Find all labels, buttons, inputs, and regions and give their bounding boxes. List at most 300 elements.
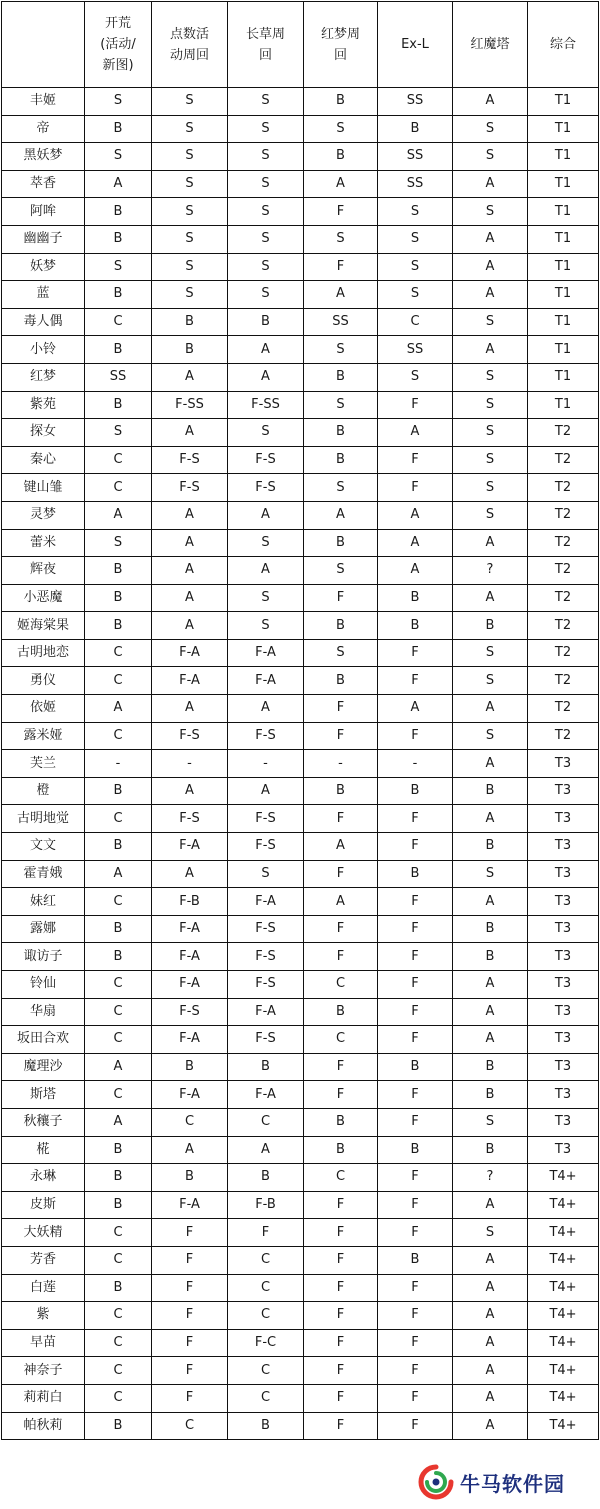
rating-cell: F [378, 446, 453, 474]
overall-tier-cell: T4+ [528, 1302, 599, 1330]
overall-tier-cell: T3 [528, 888, 599, 916]
rating-cell: F [378, 722, 453, 750]
character-name-cell: 魔理沙 [2, 1053, 85, 1081]
table-row [2, 1357, 599, 1385]
rating-cell: A [453, 529, 528, 557]
overall-tier-cell: T4+ [528, 1384, 599, 1412]
rating-cell: B [85, 557, 152, 585]
rating-cell: B [85, 833, 152, 861]
rating-cell: A [453, 1246, 528, 1274]
table-row [2, 1274, 599, 1302]
rating-cell: S [453, 143, 528, 171]
rating-cell: S [378, 363, 453, 391]
rating-cell: F [304, 1191, 378, 1219]
overall-tier-cell: T1 [528, 225, 599, 253]
rating-cell: F-S [228, 474, 304, 502]
table-row [2, 1053, 599, 1081]
overall-tier-cell: T1 [528, 253, 599, 281]
character-name-cell: 皮斯 [2, 1191, 85, 1219]
rating-cell: A [453, 750, 528, 778]
rating-cell: S [228, 612, 304, 640]
rating-cell: SS [85, 363, 152, 391]
rating-cell: B [85, 391, 152, 419]
overall-tier-cell: T4+ [528, 1329, 599, 1357]
rating-cell: S [304, 474, 378, 502]
character-name-cell: 萃香 [2, 170, 85, 198]
table-row [2, 1219, 599, 1247]
rating-cell: F-SS [152, 391, 228, 419]
rating-cell: A [453, 225, 528, 253]
header-line: 点数活 [169, 26, 209, 42]
rating-cell: F [378, 474, 453, 502]
rating-cell: C [85, 474, 152, 502]
rating-cell: - [152, 750, 228, 778]
character-name-cell: 紫苑 [2, 391, 85, 419]
watermark-text: 牛马软件园 [460, 1471, 565, 1496]
rating-cell: A [453, 805, 528, 833]
table-row [2, 1191, 599, 1219]
rating-cell: A [152, 363, 228, 391]
rating-cell: A [152, 695, 228, 723]
table-row [2, 419, 599, 447]
rating-cell: F-A [152, 1026, 228, 1054]
rating-cell: S [378, 281, 453, 309]
header-line: 回 [333, 47, 347, 63]
rating-cell: C [228, 1108, 304, 1136]
rating-cell: B [304, 612, 378, 640]
rating-cell: F [378, 1191, 453, 1219]
character-name-cell: 永琳 [2, 1164, 85, 1192]
character-name-cell: 阿哞 [2, 198, 85, 226]
rating-cell: A [453, 584, 528, 612]
rating-cell: S [152, 225, 228, 253]
overall-tier-cell: T3 [528, 860, 599, 888]
rating-cell: F [152, 1246, 228, 1274]
logo-swirl-icon [418, 1464, 454, 1500]
rating-cell: F-A [228, 888, 304, 916]
overall-tier-cell: T1 [528, 281, 599, 309]
rating-cell: A [85, 1108, 152, 1136]
rating-cell: B [85, 115, 152, 143]
rating-cell: B [85, 1412, 152, 1440]
rating-cell: F [152, 1384, 228, 1412]
rating-cell: C [304, 1026, 378, 1054]
rating-cell: S [85, 529, 152, 557]
rating-cell: SS [378, 143, 453, 171]
rating-cell: B [85, 1191, 152, 1219]
overall-tier-cell: T2 [528, 584, 599, 612]
rating-cell: B [228, 1164, 304, 1192]
table-row [2, 143, 599, 171]
rating-cell: F-S [152, 474, 228, 502]
rating-cell: C [85, 1219, 152, 1247]
overall-tier-cell: T1 [528, 308, 599, 336]
rating-cell: F [304, 1081, 378, 1109]
rating-cell: A [453, 253, 528, 281]
character-name-cell: 莉莉白 [2, 1384, 85, 1412]
header-line: (活动/ [100, 37, 136, 52]
rating-cell: B [85, 198, 152, 226]
table-row [2, 308, 599, 336]
rating-cell: S [304, 391, 378, 419]
rating-cell: C [85, 998, 152, 1026]
overall-tier-cell: T1 [528, 115, 599, 143]
rating-cell: A [228, 336, 304, 364]
rating-cell: F-B [228, 1191, 304, 1219]
rating-cell: B [304, 1136, 378, 1164]
rating-cell: F-SS [228, 391, 304, 419]
rating-cell: A [453, 1384, 528, 1412]
overall-tier-cell: T1 [528, 363, 599, 391]
rating-cell: F [378, 943, 453, 971]
character-name-cell: 大妖精 [2, 1219, 85, 1247]
rating-cell: S [453, 198, 528, 226]
table-row [2, 253, 599, 281]
character-name-cell: 红梦 [2, 363, 85, 391]
character-name-cell: 华扇 [2, 998, 85, 1026]
rating-cell: F [378, 1329, 453, 1357]
overall-tier-cell: T1 [528, 336, 599, 364]
rating-cell: A [85, 860, 152, 888]
rating-cell: A [228, 557, 304, 585]
rating-cell: S [152, 115, 228, 143]
character-name-cell: 小恶魔 [2, 584, 85, 612]
overall-tier-cell: T2 [528, 722, 599, 750]
header-line: 动周回 [169, 47, 209, 63]
rating-cell: C [304, 971, 378, 999]
rating-cell: F [378, 1357, 453, 1385]
overall-tier-cell: T3 [528, 943, 599, 971]
overall-tier-cell: T1 [528, 391, 599, 419]
overall-tier-cell: T4+ [528, 1191, 599, 1219]
rating-cell: F-S [228, 971, 304, 999]
rating-cell: S [85, 253, 152, 281]
rating-cell: C [85, 1246, 152, 1274]
rating-cell: C [228, 1357, 304, 1385]
table-row [2, 170, 599, 198]
table-row [2, 281, 599, 309]
rating-cell: S [453, 419, 528, 447]
character-name-cell: 妖梦 [2, 253, 85, 281]
table-body [2, 88, 599, 1440]
rating-cell: F [378, 998, 453, 1026]
header-cell [453, 2, 528, 88]
character-name-cell: 椛 [2, 1136, 85, 1164]
rating-cell: F [378, 1274, 453, 1302]
table-row [2, 1081, 599, 1109]
rating-cell: C [85, 971, 152, 999]
rating-cell: S [152, 88, 228, 116]
rating-cell: A [304, 281, 378, 309]
overall-tier-cell: T2 [528, 419, 599, 447]
header-cell [304, 2, 378, 88]
rating-cell: B [152, 336, 228, 364]
rating-cell: S [228, 170, 304, 198]
character-name-cell: 依姬 [2, 695, 85, 723]
rating-cell: F [378, 1026, 453, 1054]
rating-cell: C [85, 805, 152, 833]
character-name-cell: 幽幽子 [2, 225, 85, 253]
rating-cell: F-A [152, 1081, 228, 1109]
rating-cell: B [85, 336, 152, 364]
table-row [2, 1246, 599, 1274]
overall-tier-cell: T3 [528, 777, 599, 805]
rating-cell: F [378, 1219, 453, 1247]
rating-cell: B [85, 915, 152, 943]
table-row [2, 88, 599, 116]
character-name-cell: 紫 [2, 1302, 85, 1330]
table-row [2, 1329, 599, 1357]
character-name-cell: 神奈子 [2, 1357, 85, 1385]
rating-cell: SS [378, 170, 453, 198]
character-name-cell: 芳香 [2, 1246, 85, 1274]
rating-cell: C [85, 1081, 152, 1109]
header-line: 回 [258, 47, 272, 63]
rating-cell: B [228, 308, 304, 336]
rating-cell: F-A [152, 943, 228, 971]
rating-cell: S [453, 1108, 528, 1136]
rating-cell: C [152, 1108, 228, 1136]
rating-cell: A [85, 170, 152, 198]
character-name-cell: 早苗 [2, 1329, 85, 1357]
rating-cell: F-S [152, 805, 228, 833]
rating-cell: F [304, 253, 378, 281]
character-name-cell: 坂田合欢 [2, 1026, 85, 1054]
rating-cell: F-S [228, 722, 304, 750]
rating-cell: ? [453, 557, 528, 585]
rating-cell: F-A [152, 1191, 228, 1219]
table-row [2, 943, 599, 971]
rating-cell: S [453, 115, 528, 143]
character-name-cell: 探女 [2, 419, 85, 447]
rating-cell: - [228, 750, 304, 778]
rating-cell: A [453, 170, 528, 198]
character-name-cell: 露米娅 [2, 722, 85, 750]
overall-tier-cell: T3 [528, 1026, 599, 1054]
rating-cell: S [228, 860, 304, 888]
overall-tier-cell: T3 [528, 1081, 599, 1109]
header-line: Ex-L [401, 37, 429, 52]
rating-cell: F-A [228, 667, 304, 695]
rating-cell: F [304, 805, 378, 833]
rating-cell: A [152, 1136, 228, 1164]
character-name-cell: 键山雏 [2, 474, 85, 502]
table-row [2, 474, 599, 502]
character-name-cell: 蓝 [2, 281, 85, 309]
rating-cell: F-C [228, 1329, 304, 1357]
rating-cell: S [228, 253, 304, 281]
rating-cell: B [453, 1081, 528, 1109]
rating-cell: B [304, 529, 378, 557]
rating-cell: C [228, 1246, 304, 1274]
rating-cell: A [453, 888, 528, 916]
rating-cell: F-A [152, 833, 228, 861]
rating-cell: ? [453, 1164, 528, 1192]
rating-cell: F [304, 1384, 378, 1412]
rating-cell: S [453, 391, 528, 419]
rating-cell: SS [378, 88, 453, 116]
table-row [2, 805, 599, 833]
rating-cell: C [85, 888, 152, 916]
overall-tier-cell: T3 [528, 915, 599, 943]
table-row [2, 501, 599, 529]
rating-cell: S [152, 281, 228, 309]
rating-cell: F [304, 1246, 378, 1274]
rating-cell: F [304, 1053, 378, 1081]
rating-cell: B [304, 777, 378, 805]
character-name-cell: 芙兰 [2, 750, 85, 778]
rating-cell: A [453, 281, 528, 309]
rating-cell: A [453, 1412, 528, 1440]
rating-cell: F [152, 1274, 228, 1302]
table-row [2, 336, 599, 364]
rating-cell: A [378, 557, 453, 585]
rating-cell: A [152, 557, 228, 585]
rating-cell: S [378, 198, 453, 226]
rating-cell: A [228, 363, 304, 391]
rating-cell: S [152, 170, 228, 198]
rating-cell: S [85, 88, 152, 116]
rating-cell: S [453, 722, 528, 750]
rating-cell: F-S [228, 943, 304, 971]
rating-cell: F-S [228, 1026, 304, 1054]
rating-cell: F-A [152, 971, 228, 999]
table-row [2, 639, 599, 667]
rating-cell: S [453, 860, 528, 888]
rating-cell: B [378, 1136, 453, 1164]
rating-cell: A [228, 501, 304, 529]
rating-cell: F [378, 1081, 453, 1109]
rating-cell: S [453, 363, 528, 391]
table-row [2, 1302, 599, 1330]
rating-cell: S [453, 474, 528, 502]
rating-cell: F [304, 1357, 378, 1385]
rating-cell: F-S [228, 446, 304, 474]
rating-cell: B [378, 1246, 453, 1274]
rating-cell: B [85, 1136, 152, 1164]
rating-cell: F-S [152, 446, 228, 474]
table-row [2, 1026, 599, 1054]
rating-cell: A [378, 501, 453, 529]
table-row [2, 971, 599, 999]
header-cell [228, 2, 304, 88]
rating-cell: F [304, 860, 378, 888]
rating-cell: A [453, 1274, 528, 1302]
rating-cell: S [228, 419, 304, 447]
rating-cell: A [453, 695, 528, 723]
rating-cell: A [453, 971, 528, 999]
character-name-cell: 诹访子 [2, 943, 85, 971]
rating-cell: S [152, 143, 228, 171]
rating-cell: F [152, 1329, 228, 1357]
rating-cell: F [304, 943, 378, 971]
rating-cell: A [304, 888, 378, 916]
overall-tier-cell: T3 [528, 805, 599, 833]
rating-cell: SS [378, 336, 453, 364]
character-name-cell: 铃仙 [2, 971, 85, 999]
table-row [2, 1164, 599, 1192]
rating-cell: S [304, 115, 378, 143]
character-name-cell: 橙 [2, 777, 85, 805]
rating-cell: F [152, 1302, 228, 1330]
character-name-cell: 蕾米 [2, 529, 85, 557]
overall-tier-cell: T4+ [528, 1164, 599, 1192]
rating-cell: S [378, 253, 453, 281]
rating-cell: S [152, 253, 228, 281]
table-row [2, 667, 599, 695]
rating-cell: F [304, 1302, 378, 1330]
rating-cell: B [304, 419, 378, 447]
rating-cell: B [85, 612, 152, 640]
rating-cell: C [85, 446, 152, 474]
rating-cell: S [453, 308, 528, 336]
rating-cell: F-A [152, 639, 228, 667]
overall-tier-cell: T2 [528, 501, 599, 529]
overall-tier-cell: T3 [528, 998, 599, 1026]
table-row [2, 1384, 599, 1412]
rating-cell: A [152, 584, 228, 612]
overall-tier-cell: T1 [528, 143, 599, 171]
character-name-cell: 勇仪 [2, 667, 85, 695]
rating-cell: S [85, 143, 152, 171]
overall-tier-cell: T3 [528, 971, 599, 999]
rating-cell: A [453, 336, 528, 364]
rating-cell: B [453, 1136, 528, 1164]
rating-cell: B [228, 1053, 304, 1081]
rating-cell: F-S [228, 833, 304, 861]
rating-cell: - [304, 750, 378, 778]
character-name-cell: 古明地恋 [2, 639, 85, 667]
rating-cell: S [453, 667, 528, 695]
rating-cell: S [453, 446, 528, 474]
rating-cell: B [85, 584, 152, 612]
rating-cell: SS [304, 308, 378, 336]
rating-cell: A [378, 695, 453, 723]
rating-cell: B [453, 833, 528, 861]
overall-tier-cell: T2 [528, 612, 599, 640]
table-row [2, 750, 599, 778]
rating-cell: A [453, 1302, 528, 1330]
rating-cell: F [378, 1164, 453, 1192]
rating-cell: S [453, 501, 528, 529]
table-row [2, 225, 599, 253]
rating-cell: A [152, 777, 228, 805]
header-cell-name [2, 2, 85, 88]
character-name-cell: 黑妖梦 [2, 143, 85, 171]
rating-cell: F [304, 584, 378, 612]
rating-cell: S [85, 419, 152, 447]
table-row [2, 915, 599, 943]
rating-cell: C [378, 308, 453, 336]
watermark [418, 1462, 565, 1502]
rating-cell: C [85, 1302, 152, 1330]
overall-tier-cell: T4+ [528, 1246, 599, 1274]
character-name-cell: 霍青娥 [2, 860, 85, 888]
overall-tier-cell: T3 [528, 833, 599, 861]
rating-cell: F-A [228, 1081, 304, 1109]
table-row [2, 722, 599, 750]
rating-cell: A [152, 419, 228, 447]
overall-tier-cell: T2 [528, 557, 599, 585]
rating-cell: F [378, 915, 453, 943]
rating-cell: B [304, 1108, 378, 1136]
rating-cell: A [304, 501, 378, 529]
overall-tier-cell: T4+ [528, 1412, 599, 1440]
character-name-cell: 丰姬 [2, 88, 85, 116]
table-row [2, 888, 599, 916]
rating-cell: B [378, 860, 453, 888]
rating-cell: B [85, 1164, 152, 1192]
